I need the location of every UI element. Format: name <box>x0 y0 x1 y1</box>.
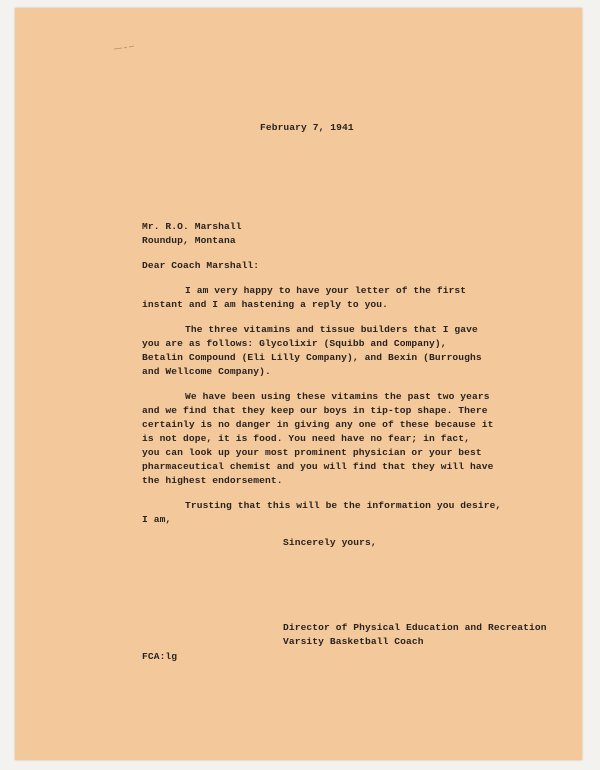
recipient-city: Roundup, Montana <box>142 235 236 246</box>
letter-page <box>15 8 582 760</box>
closing: Sincerely yours, <box>283 537 377 548</box>
paragraph-line: Trusting that this will be the information you desire, <box>185 500 502 511</box>
recipient-name: Mr. R.O. Marshall <box>142 221 242 232</box>
paragraph-line: certainly is no danger in giving any one of these because it <box>142 419 494 430</box>
paragraph-line: I am very happy to have your letter of the first <box>185 285 467 296</box>
paragraph-line: pharmaceutical chemist and you will find that they will have <box>142 461 494 472</box>
paragraph-line: the highest endorsement. <box>142 475 283 486</box>
paragraph-line: The three vitamins and tissue builders that I gave <box>185 324 478 335</box>
reference-initials: FCA:lg <box>142 651 178 662</box>
pencil-mark <box>113 45 135 51</box>
paragraph-line: I am, <box>142 514 172 525</box>
paragraph-line: you can look up your most prominent physician or your best <box>142 447 482 458</box>
paragraph-line: Betalin Compound (Eli Lilly Company), and Bexin (Burroughs <box>142 352 482 363</box>
paragraph-line: and we find that they keep our boys in tip-top shape. There <box>142 405 488 416</box>
paragraph-line: We have been using these vitamins the past two years <box>185 391 490 402</box>
paragraph-line: is not dope, it is food. You need have no fear; in fact, <box>142 433 471 444</box>
signature-title: Varsity Basketball Coach <box>283 636 424 647</box>
paragraph-line: instant and I am hastening a reply to you. <box>142 299 389 310</box>
signature-title: Director of Physical Education and Recreation <box>283 622 547 633</box>
paragraph-line: you are as follows: Glycolixir (Squibb and Company), <box>142 338 447 349</box>
paragraph-line: and Wellcome Company). <box>142 366 271 377</box>
letter-date: February 7, 1941 <box>260 122 354 133</box>
salutation: Dear Coach Marshall: <box>142 260 260 271</box>
